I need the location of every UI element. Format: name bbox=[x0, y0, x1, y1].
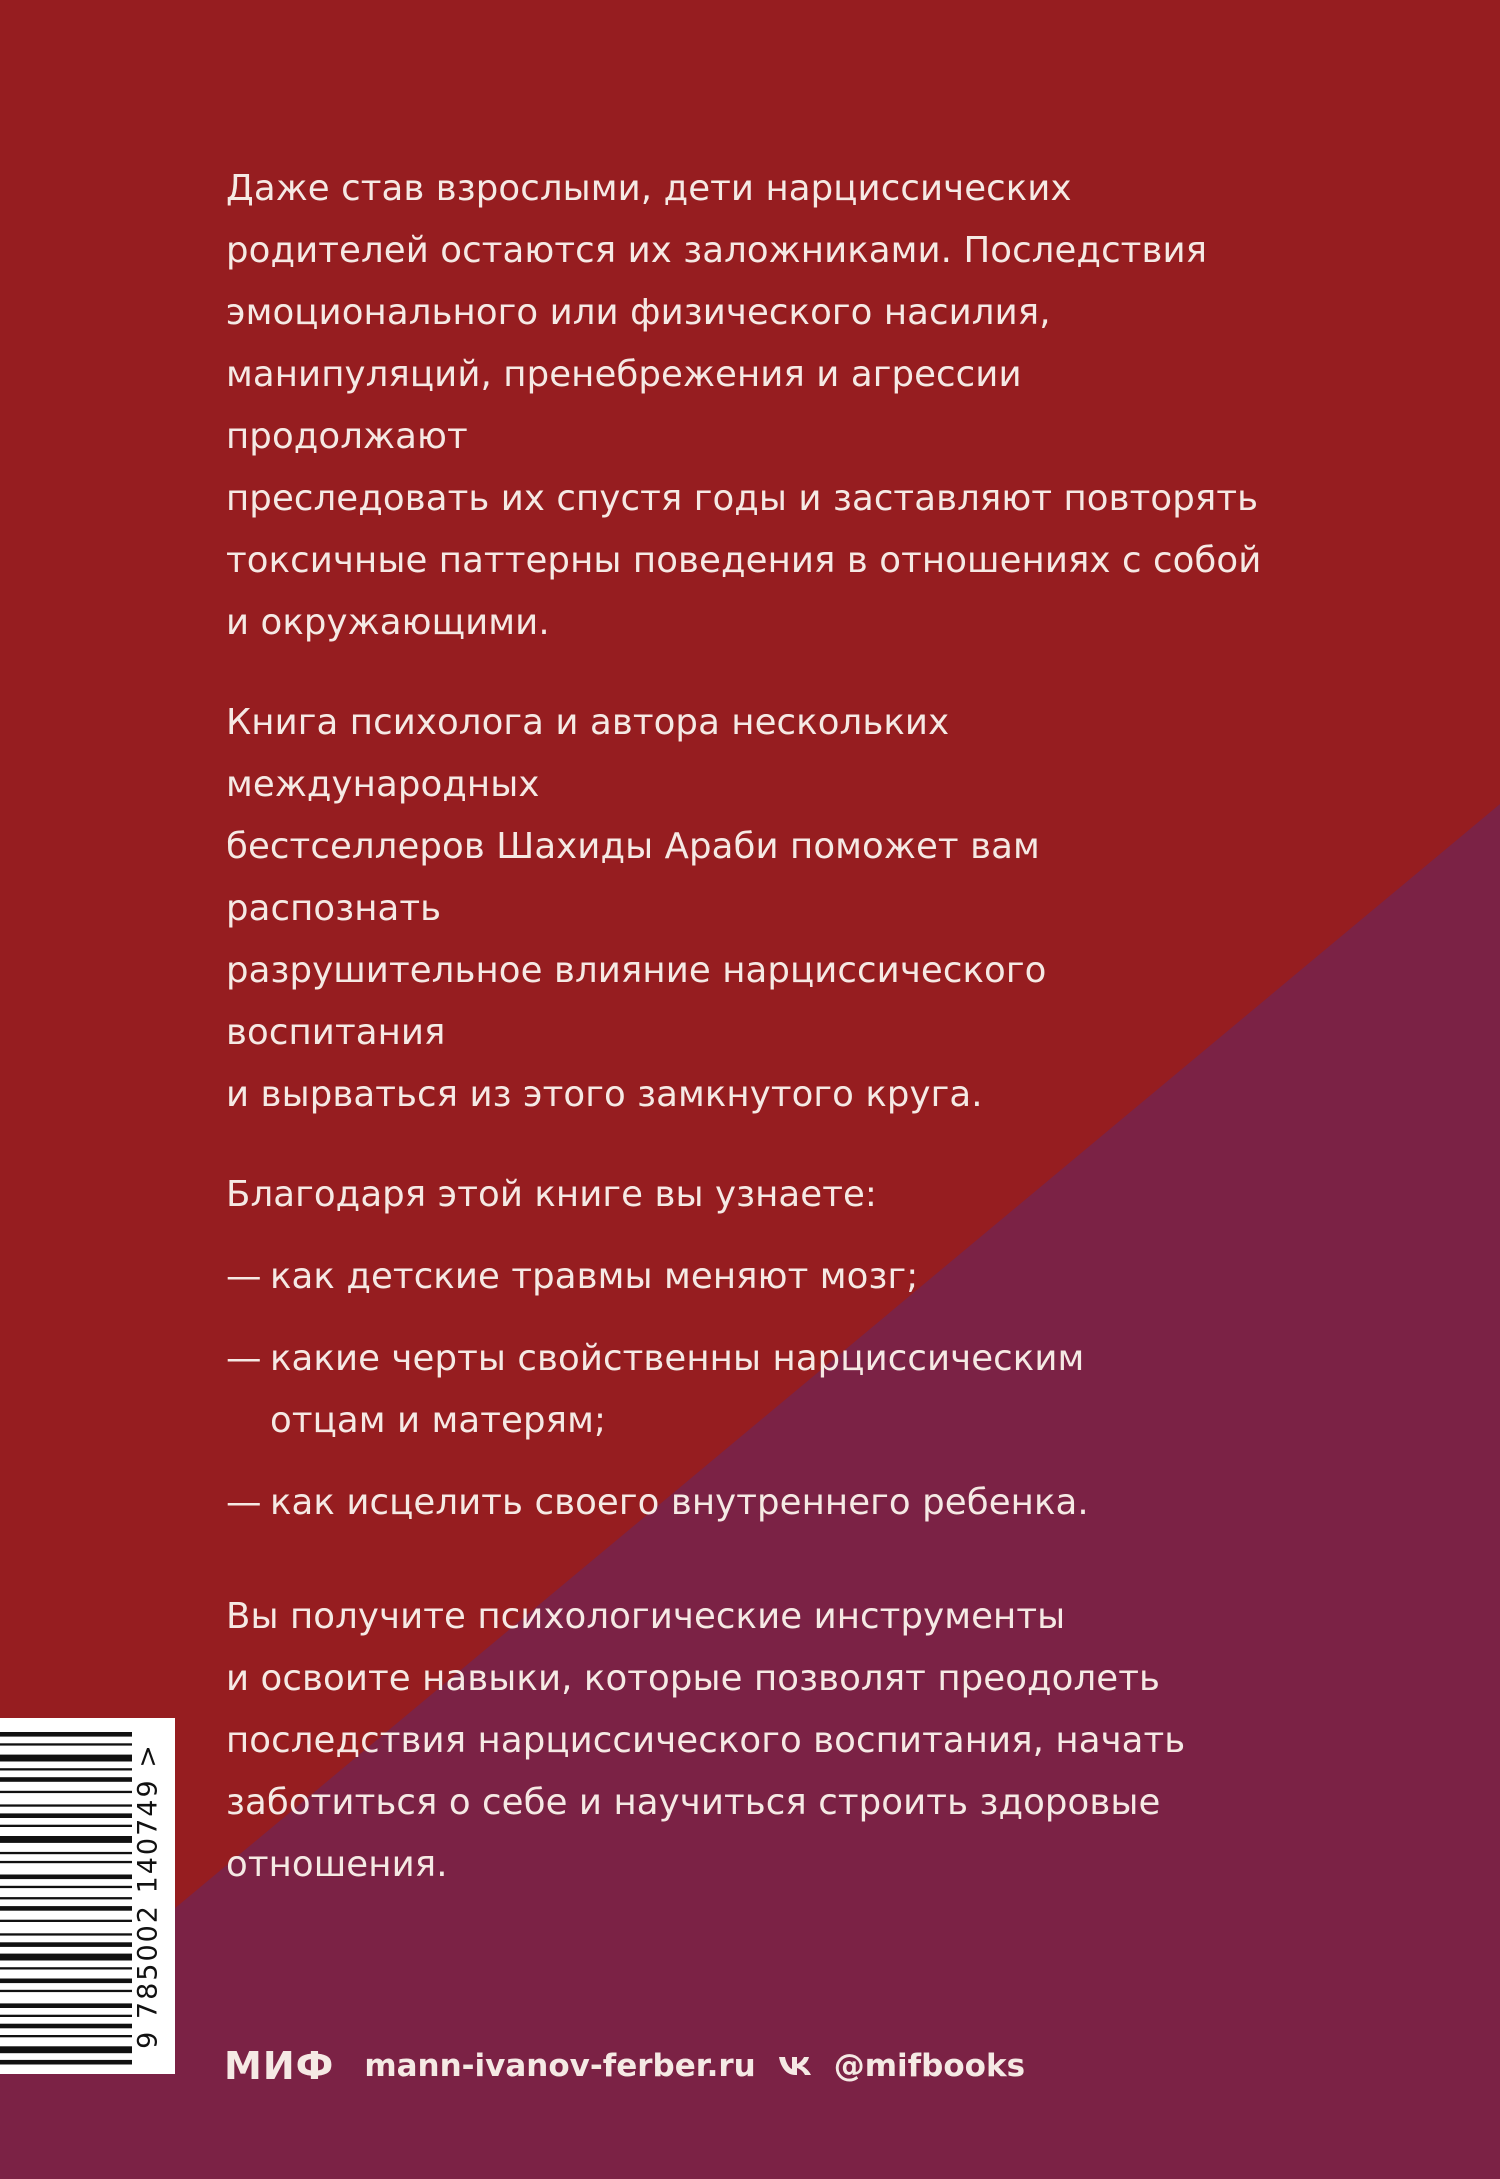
social-handle[interactable]: @mifbooks bbox=[833, 2048, 1026, 2084]
barcode-bar bbox=[0, 1990, 132, 1992]
barcode-bar bbox=[0, 1933, 132, 1935]
barcode-bar bbox=[0, 1861, 132, 1863]
list-item bbox=[226, 1328, 1266, 1452]
barcode-bar bbox=[0, 1942, 132, 1947]
barcode-bar bbox=[0, 1813, 132, 1818]
description-block bbox=[226, 158, 1266, 1934]
bullet-dash: — bbox=[226, 1338, 262, 1379]
list-item-text: как детские травмы меняют мозг; bbox=[270, 1256, 919, 1297]
bullet-dash: — bbox=[226, 1256, 262, 1297]
barcode-bar bbox=[0, 1732, 132, 1737]
barcode-bar bbox=[0, 1804, 132, 1806]
website-link[interactable]: mann-ivanov-ferber.ru bbox=[364, 2048, 756, 2084]
list-item bbox=[226, 1472, 1266, 1534]
barcode-bar bbox=[0, 2003, 132, 2008]
vk-icon bbox=[778, 2054, 814, 2078]
benefits-list bbox=[226, 1246, 1266, 1534]
barcode-bar bbox=[0, 1897, 132, 1899]
list-item-text: какие черты свойственны нарциссическим отцам и матерям; bbox=[270, 1338, 1085, 1441]
barcode-bar bbox=[0, 1979, 132, 1984]
barcode-bar bbox=[0, 1852, 132, 1854]
barcode-bar bbox=[0, 1920, 132, 1922]
barcode-bar bbox=[0, 1836, 132, 1843]
list-item-text: как исцелить своего внутреннего ребенка. bbox=[270, 1482, 1089, 1523]
publisher-footer bbox=[224, 2042, 1025, 2090]
barcode-bar bbox=[0, 2015, 132, 2017]
barcode-bar bbox=[0, 1768, 132, 1770]
barcode-bar bbox=[0, 1825, 132, 1827]
publisher-logo: МИФ bbox=[224, 2044, 335, 2088]
description-paragraph-1: Даже став взрослыми, дети нарциссических родителей остаются их заложниками. Последствия эмоционального или физического насилия, манипуляций, пренебрежения и агрессии продолжают преследовать их спустя годы и заставляют повторять токсичные паттерны поведения в отношениях с собой и окружающими. bbox=[226, 168, 1262, 643]
barcode-bar bbox=[0, 1906, 132, 1911]
barcode-bar bbox=[0, 1755, 132, 1762]
barcode-bar bbox=[0, 2035, 132, 2037]
list-intro: Благодаря этой книге вы узнаете: bbox=[226, 1174, 877, 1215]
bullet-dash: — bbox=[226, 1482, 262, 1523]
list-item bbox=[226, 1246, 1266, 1308]
barcode-bar bbox=[0, 1777, 132, 1782]
description-paragraph-2: Книга психолога и автора нескольких международных бестселлеров Шахиды Араби поможет вам распознать разрушительное влияние нарциссического воспитания и вырваться из этого замкнутого круга. bbox=[226, 702, 1047, 1115]
isbn-barcode bbox=[0, 1718, 175, 2074]
barcode-bar bbox=[0, 2046, 132, 2053]
barcode-bar bbox=[0, 1967, 132, 1969]
description-paragraph-3: Вы получите психологические инструменты и освоите навыки, которые позволят преодолеть последствия нарциссического воспитания, начать заботиться о себе и научиться строить здоровые отношения. bbox=[226, 1596, 1186, 1885]
barcode-bar bbox=[0, 1954, 132, 1961]
barcode-bar bbox=[0, 1791, 132, 1793]
barcode-bar bbox=[0, 1743, 132, 1745]
barcode-bar bbox=[0, 2060, 132, 2065]
barcode-digits: 9 785002 140749 > bbox=[132, 1743, 164, 2049]
barcode-bar bbox=[0, 1875, 132, 1880]
barcode-bar bbox=[0, 1886, 132, 1888]
barcode-bar bbox=[0, 2024, 132, 2029]
